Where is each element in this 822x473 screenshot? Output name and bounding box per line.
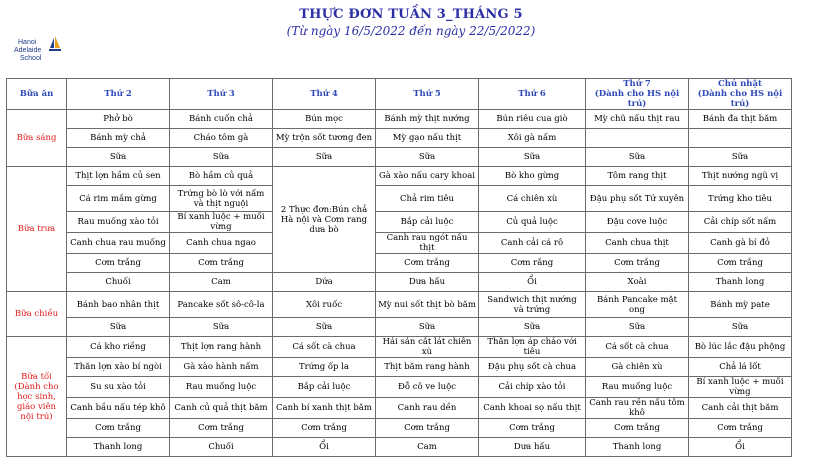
- menu-cell: Tôm rang thịt: [586, 167, 689, 186]
- menu-cell: Bắp cải luộc: [376, 212, 479, 233]
- menu-cell: Pancake sốt sô-cô-la: [170, 292, 273, 318]
- menu-cell: Cam: [170, 273, 273, 292]
- menu-cell: Canh bí xanh thịt băm: [273, 398, 376, 419]
- menu-cell: Cơm trắng: [689, 254, 792, 273]
- menu-cell: Bánh mỳ chả: [67, 129, 170, 148]
- header-cell: Thứ 5: [376, 79, 479, 110]
- menu-cell: Sữa: [273, 318, 376, 337]
- menu-cell: Ổi: [273, 438, 376, 457]
- menu-row: [7, 292, 792, 318]
- menu-cell: Rau muống xào tỏi: [67, 212, 170, 233]
- menu-cell: Cam: [376, 438, 479, 457]
- menu-cell: Canh khoai sọ nấu thịt: [479, 398, 586, 419]
- menu-cell: Đậu phụ sốt cà chua: [479, 358, 586, 377]
- menu-cell: Gà xào hành nấm: [170, 358, 273, 377]
- menu-cell: Thăn lợn áp chảo với tiêu: [479, 337, 586, 358]
- menu-cell: Canh rau dền: [376, 398, 479, 419]
- menu-cell: Sữa: [67, 148, 170, 167]
- menu-cell: Cơm rắng: [479, 254, 586, 273]
- meal-label: Bữa tối (Dành cho học sinh, giáo viên nội trú): [7, 337, 67, 457]
- header-cell: Thứ 6: [479, 79, 586, 110]
- meal-label: Bữa chiều: [7, 292, 67, 337]
- menu-row: [7, 358, 792, 377]
- menu-cell: Bắp cải luộc: [273, 377, 376, 398]
- menu-cell: Canh rau rền nấu tôm khô: [586, 398, 689, 419]
- menu-cell: Cơm trắng: [376, 419, 479, 438]
- menu-cell: Bánh bao nhân thịt: [67, 292, 170, 318]
- menu-cell: Canh chua rau muống: [67, 233, 170, 254]
- header-cell: Thứ 4: [273, 79, 376, 110]
- menu-cell: Bánh đa thịt băm: [689, 110, 792, 129]
- menu-cell: Sandwich thịt nướng và trứng: [479, 292, 586, 318]
- menu-cell: Canh cải thịt băm: [689, 398, 792, 419]
- menu-row: [7, 233, 792, 254]
- menu-cell: Cơm trắng: [586, 254, 689, 273]
- menu-cell: Ổi: [689, 438, 792, 457]
- menu-cell: Sữa: [586, 148, 689, 167]
- menu-cell: Sữa: [689, 148, 792, 167]
- menu-cell: Cơm trắng: [376, 254, 479, 273]
- menu-cell: Củ quả luộc: [479, 212, 586, 233]
- menu-cell: Phở bò: [67, 110, 170, 129]
- menu-cell: Chả rim tiêu: [376, 186, 479, 212]
- header-cell: Bữa ăn: [7, 79, 67, 110]
- menu-cell: Canh chua thịt: [586, 233, 689, 254]
- menu-cell: Cá kho riềng: [67, 337, 170, 358]
- menu-cell: Rau muống luộc: [170, 377, 273, 398]
- menu-cell: Thịt băm rang hành: [376, 358, 479, 377]
- menu-cell: Đậu cove luộc: [586, 212, 689, 233]
- menu-cell: Bò kho gừng: [479, 167, 586, 186]
- menu-cell: Đỗ cô ve luộc: [376, 377, 479, 398]
- menu-cell: Cơm trắng: [586, 419, 689, 438]
- menu-cell: Sữa: [67, 318, 170, 337]
- menu-row: [7, 254, 792, 273]
- menu-cell: Canh bầu nấu tép khô: [67, 398, 170, 419]
- menu-cell: Gà chiên xù: [586, 358, 689, 377]
- menu-cell: Cá sốt cà chua: [586, 337, 689, 358]
- menu-cell-special: 2 Thực đơn:Bún chả Hà nội và Cơm rang dưa bò: [273, 167, 376, 273]
- menu-cell: Bí xanh luộc + muối vừng: [689, 377, 792, 398]
- menu-cell: Cơm trắng: [170, 254, 273, 273]
- logo-line-3: School: [20, 55, 42, 62]
- page-title: THỰC ĐƠN TUẦN 3_THÁNG 5: [299, 7, 523, 22]
- menu-cell: Sữa: [376, 318, 479, 337]
- menu-cell: Cá chiên xù: [479, 186, 586, 212]
- menu-cell: Bò lúc lắc đậu phộng: [689, 337, 792, 358]
- menu-cell: Cơm trắng: [170, 419, 273, 438]
- menu-cell: Thịt nướng ngũ vị: [689, 167, 792, 186]
- menu-cell: Đậu phụ sốt Tứ xuyên: [586, 186, 689, 212]
- menu-cell: Cá rim mắm gừng: [67, 186, 170, 212]
- menu-cell: Sữa: [170, 318, 273, 337]
- menu-cell: Dưa hấu: [479, 438, 586, 457]
- menu-cell: Mỳ nui sốt thịt bò băm: [376, 292, 479, 318]
- sail-icon: [49, 36, 61, 52]
- menu-cell: Bí xanh luộc + muối vừng: [170, 212, 273, 233]
- menu-row: [7, 148, 792, 167]
- menu-row: [7, 273, 792, 292]
- menu-cell: Trứng bò lò với nấm và thịt nguội: [170, 186, 273, 212]
- menu-row: [7, 398, 792, 419]
- menu-cell: Cải chíp sốt nấm: [689, 212, 792, 233]
- header-cell: Thứ 2: [67, 79, 170, 110]
- menu-cell: Bún mọc: [273, 110, 376, 129]
- menu-row: [7, 377, 792, 398]
- menu-cell: Canh chua ngao: [170, 233, 273, 254]
- menu-cell: Bò hầm củ quả: [170, 167, 273, 186]
- menu-cell: Sữa: [273, 148, 376, 167]
- header-cell: Thứ 7 (Dành cho HS nội trú): [586, 79, 689, 110]
- menu-cell: Canh gà bí đỏ: [689, 233, 792, 254]
- menu-cell: Cơm trắng: [689, 419, 792, 438]
- menu-cell: Sữa: [170, 148, 273, 167]
- menu-cell: Sữa: [376, 148, 479, 167]
- menu-cell: Rau muống luộc: [586, 377, 689, 398]
- menu-cell: [586, 129, 689, 148]
- page-subtitle: (Từ ngày 16/5/2022 đến ngày 22/5/2022): [286, 24, 536, 38]
- logo-line-1: Hanoi: [18, 39, 37, 46]
- menu-cell: Bánh mỳ pate: [689, 292, 792, 318]
- menu-cell: Thịt lợn hầm củ sen: [67, 167, 170, 186]
- menu-cell: Trứng kho tiêu: [689, 186, 792, 212]
- menu-row: [7, 438, 792, 457]
- menu-cell: Canh rau ngót nấu thịt: [376, 233, 479, 254]
- menu-cell: Bún riêu cua giò: [479, 110, 586, 129]
- menu-cell: Xôi ruốc: [273, 292, 376, 318]
- menu-cell: Sữa: [479, 318, 586, 337]
- menu-cell: Cơm trắng: [479, 419, 586, 438]
- menu-cell: Thanh long: [67, 438, 170, 457]
- header-cell: Chủ nhật (Dành cho HS nội trú): [689, 79, 792, 110]
- menu-cell: Gà xào nấu cary khoai: [376, 167, 479, 186]
- weekly-menu-table: [6, 78, 792, 457]
- menu-cell: Su su xào tỏi: [67, 377, 170, 398]
- menu-cell: Thăn lợn xào bí ngòi: [67, 358, 170, 377]
- menu-cell: Mỳ gạo nấu thịt: [376, 129, 479, 148]
- menu-row: [7, 337, 792, 358]
- menu-cell: Ổi: [479, 273, 586, 292]
- menu-row: [7, 129, 792, 148]
- menu-row: [7, 167, 792, 186]
- meal-label: Bữa trưa: [7, 167, 67, 292]
- menu-cell: Xoài: [586, 273, 689, 292]
- menu-cell: Cháo tôm gà: [170, 129, 273, 148]
- header-row: [7, 79, 792, 110]
- menu-cell: Xôi gà nấm: [479, 129, 586, 148]
- menu-cell: Mỳ trộn sốt tương đen: [273, 129, 376, 148]
- menu-cell: Bánh cuốn chả: [170, 110, 273, 129]
- menu-cell: Cơm trắng: [67, 254, 170, 273]
- menu-cell: Chuối: [67, 273, 170, 292]
- menu-row: [7, 419, 792, 438]
- menu-cell: Sữa: [479, 148, 586, 167]
- menu-cell: Thanh long: [586, 438, 689, 457]
- menu-cell: Hải sản cắt lát chiên xù: [376, 337, 479, 358]
- menu-cell: Sữa: [586, 318, 689, 337]
- menu-cell: Trứng ốp la: [273, 358, 376, 377]
- menu-cell: Canh cải cá rô: [479, 233, 586, 254]
- logo-line-2: Adelaide: [14, 47, 42, 54]
- menu-cell: Mỳ chũ nấu thịt rau: [586, 110, 689, 129]
- menu-cell: Dứa: [273, 273, 376, 292]
- menu-cell: Thanh long: [689, 273, 792, 292]
- menu-row: [7, 186, 792, 212]
- meal-label: Bữa sáng: [7, 110, 67, 167]
- header-cell: Thứ 3: [170, 79, 273, 110]
- menu-cell: Bánh mỳ thịt nướng: [376, 110, 479, 129]
- menu-cell: Canh củ quả thịt băm: [170, 398, 273, 419]
- menu-cell: Thịt lợn rang hành: [170, 337, 273, 358]
- menu-cell: Chả lá lốt: [689, 358, 792, 377]
- menu-cell: Cải chíp xào tỏi: [479, 377, 586, 398]
- menu-cell: Cơm trắng: [273, 419, 376, 438]
- menu-cell: Dưa hấu: [376, 273, 479, 292]
- menu-cell: Chuối: [170, 438, 273, 457]
- menu-cell: Cơm trắng: [67, 419, 170, 438]
- menu-cell: [689, 129, 792, 148]
- menu-cell: Cá sốt cà chua: [273, 337, 376, 358]
- menu-row: [7, 318, 792, 337]
- menu-row: [7, 212, 792, 233]
- menu-cell: Sữa: [689, 318, 792, 337]
- menu-cell: Bánh Pancake mật ong: [586, 292, 689, 318]
- menu-row: [7, 110, 792, 129]
